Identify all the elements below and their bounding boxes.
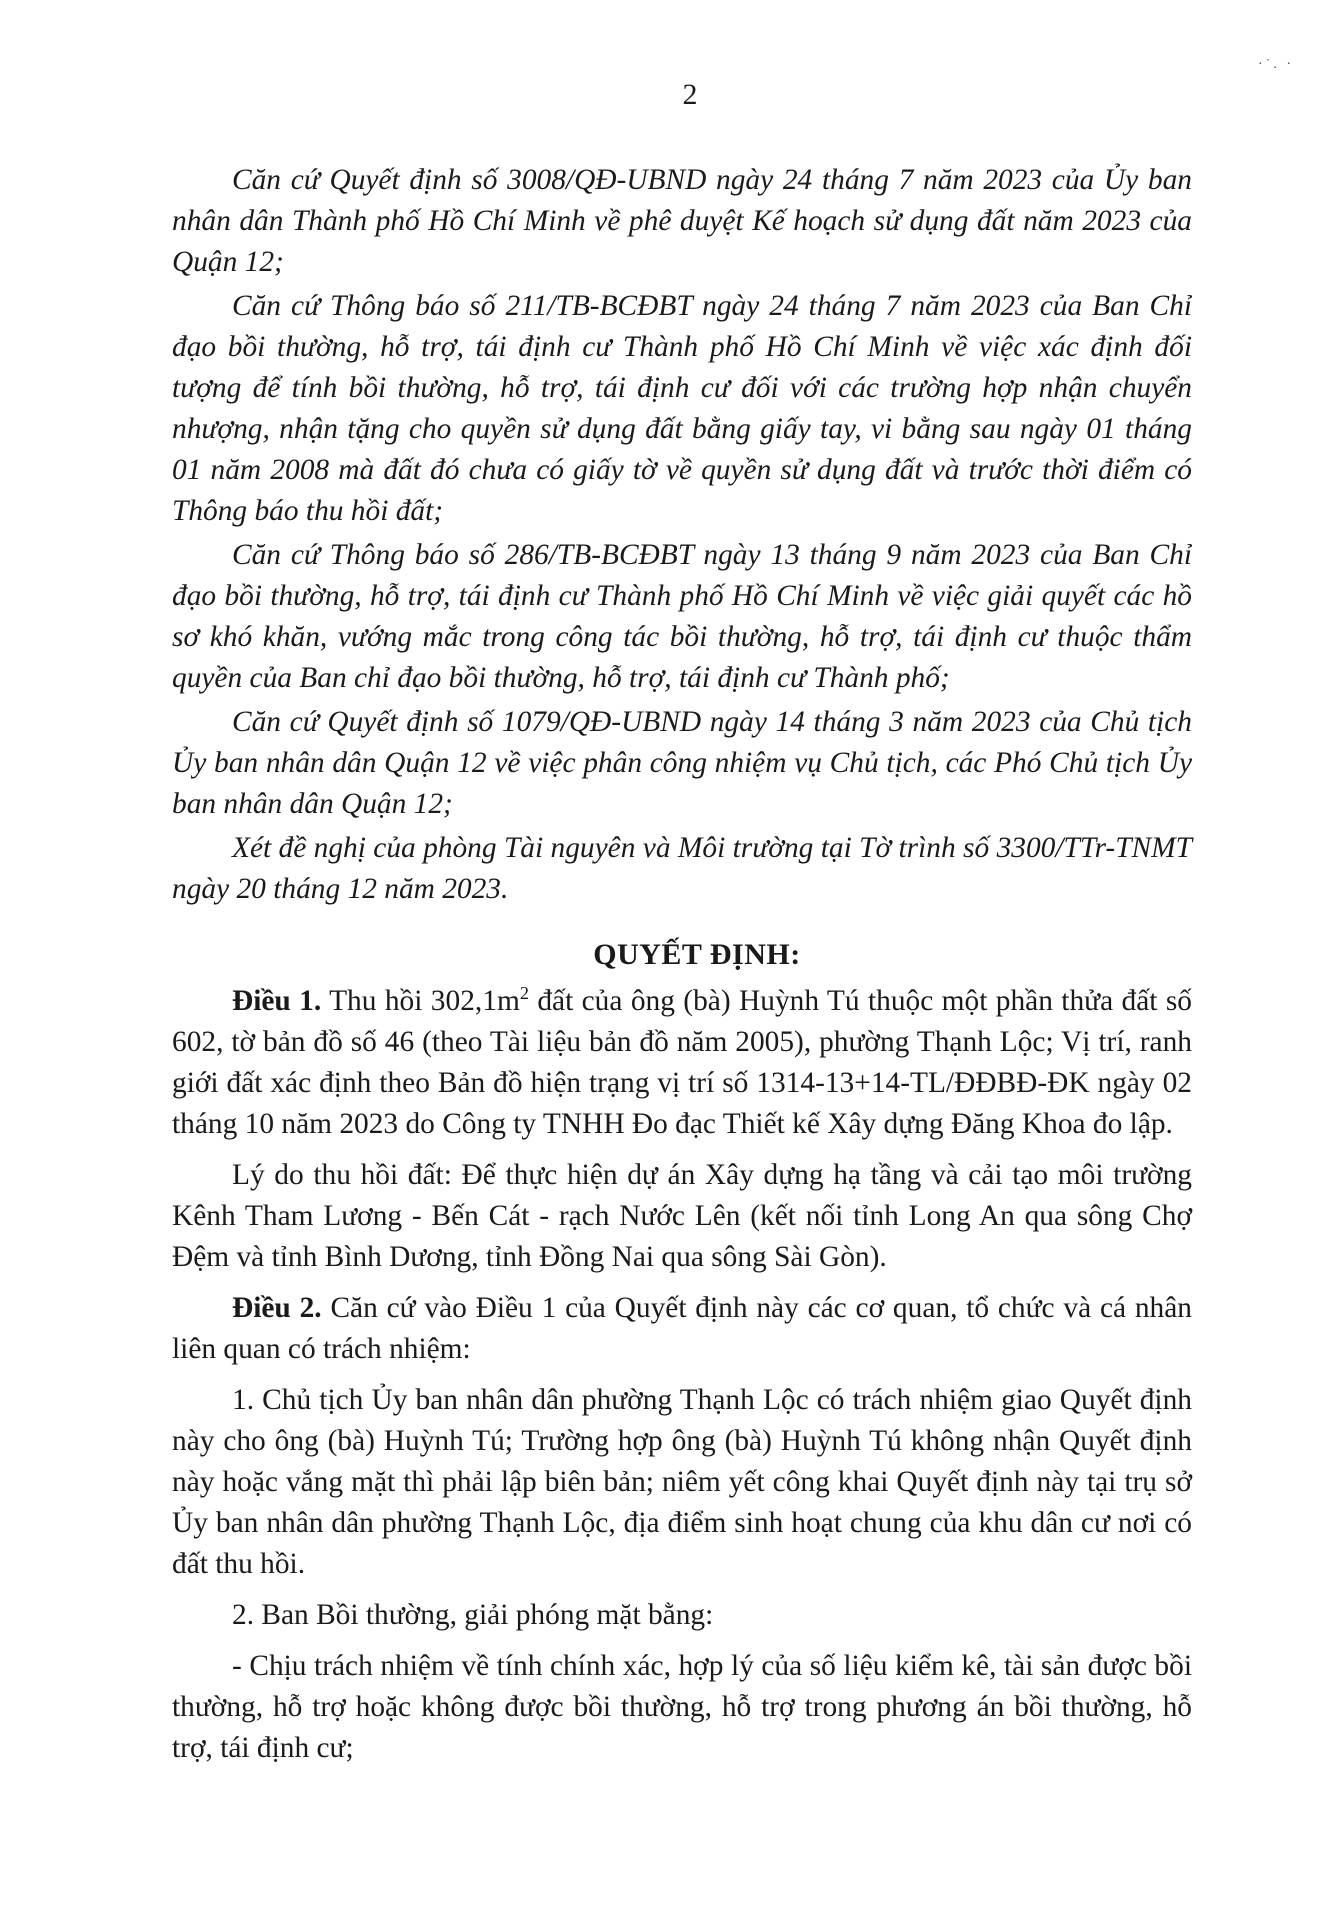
preamble-paragraph-4: Căn cứ Quyết định số 1079/QĐ-UBND ngày 14 tháng 3 năm 2023 của Chủ tịch Ủy ban nhân dân Quận 12 về việc phân công nhiệm vụ Chủ tịch, các Phó Chủ tịch Ủy ban nhân dân Quận 12; [172, 706, 1192, 820]
article-2-paragraph [172, 1288, 1192, 1370]
article-1-text-b: đất của ông (bà) Huỳnh Tú thuộc một phần thửa đất số 602, tờ bản đồ số 46 (theo Tài liệu bản đồ năm 2005), phường Thạnh Lộc; Vị trí, ranh giới đất xác định theo Bản đồ hiện trạng vị trí số 1314-13+14-TL/ĐĐBĐ-ĐK ngày 02 tháng 10 năm 2023 do Công ty TNHH Đo đạc Thiết kế Xây dựng Đăng Khoa đo lập. [172, 985, 1192, 1140]
preamble-paragraph-2: Căn cứ Thông báo số 211/TB-BCĐBT ngày 24 tháng 7 năm 2023 của Ban Chỉ đạo bồi thường, hỗ trợ, tái định cư Thành phố Hồ Chí Minh về việc xác định đối tượng để tính bồi thường, hỗ trợ, tái định cư đối với các trường hợp nhận chuyển nhượng, nhận tặng cho quyền sử dụng đất bằng giấy tay, vi bằng sau ngày 01 tháng 01 năm 2008 mà đất đó chưa có giấy tờ về quyền sử dụng đất và trước thời điểm có Thông báo thu hồi đất; [172, 290, 1192, 527]
page-number: 2 [682, 78, 698, 111]
area-unit-superscript: 2 [519, 983, 529, 1004]
document-body [172, 160, 1192, 1772]
preamble-paragraph-3: Căn cứ Thông báo số 286/TB-BCĐBT ngày 13 tháng 9 năm 2023 của Ban Chỉ đạo bồi thường, hỗ trợ, tái định cư Thành phố Hồ Chí Minh về việc giải quyết các hồ sơ khó khăn, vướng mắc trong công tác bồi thường, hỗ trợ, tái định cư thuộc thẩm quyền của Ban chỉ đạo bồi thường, hỗ trợ, tái định cư Thành phố; [172, 539, 1192, 694]
preamble-paragraph-5: Xét đề nghị của phòng Tài nguyên và Môi trường tại Tờ trình số 3300/TTr-TNMT ngày 20 tháng 12 năm 2023. [172, 832, 1192, 905]
article-2-item-1: 1. Chủ tịch Ủy ban nhân dân phường Thạnh Lộc có trách nhiệm giao Quyết định này cho ông (bà) Huỳnh Tú; Trường hợp ông (bà) Huỳnh Tú không nhận Quyết định này hoặc vắng mặt thì phải lập biên bản; niêm yết công khai Quyết định này tại trụ sở Ủy ban nhân dân phường Thạnh Lộc, địa điểm sinh hoạt chung của khu dân cư nơi có đất thu hồi. [172, 1384, 1192, 1580]
article-1-reason: Lý do thu hồi đất: Để thực hiện dự án Xây dựng hạ tầng và cải tạo môi trường Kênh Tham Lương - Bến Cát - rạch Nước Lên (kết nối tỉnh Long An qua sông Chợ Đệm và tỉnh Bình Dương, tỉnh Đồng Nai qua sông Sài Gòn). [172, 1159, 1192, 1273]
article-1-label: Điều 1. [232, 985, 322, 1017]
article-1-text-a: Thu hồi 302,1m [321, 985, 520, 1017]
article-2-label: Điều 2. [232, 1292, 322, 1324]
preamble-paragraph-1: Căn cứ Quyết định số 3008/QĐ-UBND ngày 24 tháng 7 năm 2023 của Ủy ban nhân dân Thành phố Hồ Chí Minh về phê duyệt Kế hoạch sử dụng đất năm 2023 của Quận 12; [172, 164, 1192, 278]
article-2-text: Căn cứ vào Điều 1 của Quyết định này các cơ quan, tổ chức và cá nhân liên quan có trách nhiệm: [172, 1292, 1192, 1365]
scan-specks: ·˙. · [1258, 57, 1294, 72]
article-1-paragraph [172, 981, 1192, 1145]
decision-title: QUYẾT ĐỊNH: [593, 938, 801, 971]
article-2-item-2-bullet-1: - Chịu trách nhiệm về tính chính xác, hợp lý của số liệu kiểm kê, tài sản được bồi thường, hỗ trợ hoặc không được bồi thường, hỗ trợ trong phương án bồi thường, hỗ trợ, tái định cư; [172, 1650, 1192, 1764]
article-2-item-2: 2. Ban Bồi thường, giải phóng mặt bằng: [232, 1599, 714, 1631]
